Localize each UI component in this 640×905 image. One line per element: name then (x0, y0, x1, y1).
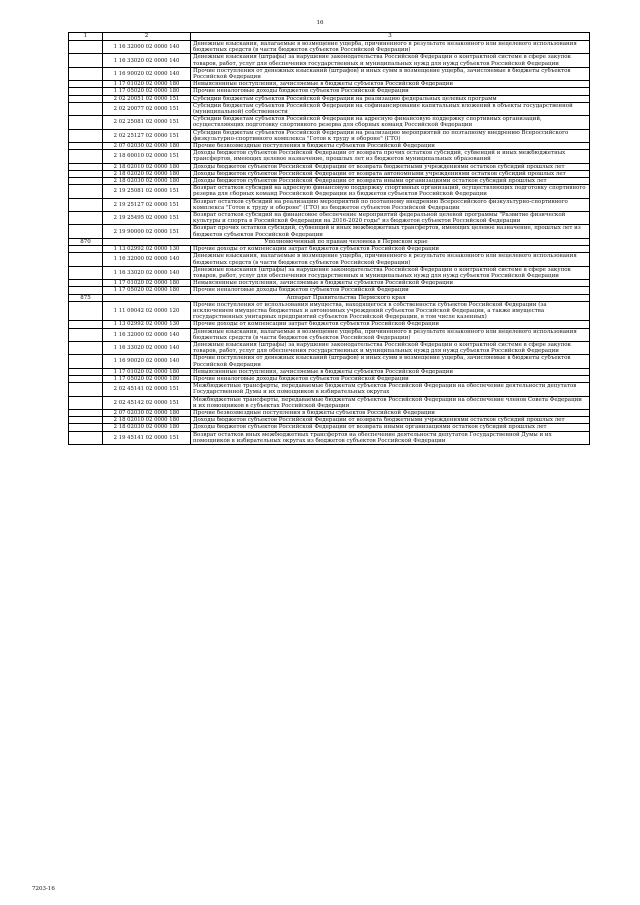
row-budget-code: 1 16 32000 02 0000 140 (103, 253, 191, 266)
row-admin-cell (69, 287, 103, 294)
row-admin-cell (69, 81, 103, 88)
table-row (69, 102, 590, 115)
row-budget-code: 1 17 05020 02 0000 180 (103, 287, 191, 294)
row-budget-code: 1 16 32000 02 0000 140 (103, 328, 191, 341)
row-description: Доходы бюджетов субъектов Российской Федерации от возврата бюджетными учреждениями остатков субсидий прошлых лет (191, 417, 590, 424)
table-row (69, 198, 590, 211)
row-description: Доходы бюджетов субъектов Российской Федерации от возврата иными организациями остатков субсидий прошлых лет (191, 178, 590, 185)
section-admin-code: 875 (69, 294, 103, 301)
row-admin-cell (69, 54, 103, 67)
row-budget-code: 2 19 25127 02 0000 151 (103, 198, 191, 211)
row-description: Межбюджетные трансферты, передаваемые бюджетам субъектов Российской Федерации на обеспечение членов Совета Федерации и их помощников в субъектах Российской Федерации (191, 396, 590, 409)
row-admin-cell (69, 41, 103, 54)
header-col-2: 2 (103, 33, 191, 41)
row-budget-code: 1 16 90020 02 0000 140 (103, 67, 191, 80)
row-budget-code: 2 18 60010 02 0000 151 (103, 150, 191, 163)
row-admin-cell (69, 67, 103, 80)
table-row (69, 287, 590, 294)
row-admin-cell (69, 424, 103, 431)
header-col-1: 1 (69, 33, 103, 41)
row-budget-code: 2 07 02030 02 0000 180 (103, 143, 191, 150)
row-description: Невыясненные поступления, зачисляемые в бюджеты субъектов Российской Федерации (191, 280, 590, 287)
table-row (69, 409, 590, 416)
row-description: Невыясненные поступления, зачисляемые в бюджеты субъектов Российской Федерации (191, 368, 590, 375)
table-row (69, 143, 590, 150)
row-admin-cell (69, 266, 103, 279)
table-row (69, 178, 590, 185)
row-budget-code: 2 02 25127 02 0000 151 (103, 129, 191, 142)
row-budget-code: 2 19 25081 02 0000 151 (103, 185, 191, 198)
table-row (69, 212, 590, 225)
row-description: Доходы бюджетов субъектов Российской Федерации от возврата автономными учреждениями остатков субсидий прошлых лет (191, 170, 590, 177)
row-admin-cell (69, 116, 103, 129)
row-description: Прочие неналоговые доходы бюджетов субъектов Российской Федерации (191, 287, 590, 294)
row-admin-cell (69, 417, 103, 424)
document-footer-code: 7203-16 (32, 886, 55, 892)
table-row (69, 424, 590, 431)
row-admin-cell (69, 355, 103, 368)
row-budget-code: 1 16 33020 02 0000 140 (103, 341, 191, 354)
row-admin-cell (69, 375, 103, 382)
row-admin-cell (69, 368, 103, 375)
table-row (69, 225, 590, 238)
row-description: Денежные взыскания, налагаемые в возмещение ущерба, причиненного в результате незаконного или нецелевого использования бюджетных средств (в части бюджетов субъектов Российской Федерации) (191, 328, 590, 341)
row-budget-code: 1 13 02992 02 0000 130 (103, 246, 191, 253)
row-description: Возврат остатков субсидий на финансовое обеспечение мероприятий федеральной целевой программы "Развитие физической культуры и спорта в Российской Федерации на 2016-2020 годы" из бюджетов субъектов Российской Федерации (191, 212, 590, 225)
row-budget-code: 2 02 25081 02 0000 151 (103, 116, 191, 129)
table-row (69, 375, 590, 382)
table-row (69, 355, 590, 368)
row-description: Доходы бюджетов субъектов Российской Федерации от возврата бюджетными учреждениями остатков субсидий прошлых лет (191, 163, 590, 170)
row-admin-cell (69, 225, 103, 238)
row-budget-code: 1 16 90020 02 0000 140 (103, 355, 191, 368)
row-admin-cell (69, 95, 103, 102)
row-budget-code: 2 19 90000 02 0000 151 (103, 225, 191, 238)
row-budget-code: 1 13 02992 02 0000 130 (103, 321, 191, 328)
row-admin-cell (69, 246, 103, 253)
row-admin-cell (69, 198, 103, 211)
row-admin-cell (69, 431, 103, 444)
row-admin-cell (69, 409, 103, 416)
table-row (69, 185, 590, 198)
table-row (69, 328, 590, 341)
table-header-row (69, 33, 590, 41)
row-description: Возврат остатков субсидий на реализацию мероприятий по поэтапному внедрению Всероссийского физкультурно-спортивного комплекса "Готов к труду и обороне" (ГТО) из бюджетов субъектов Российской Федерации (191, 198, 590, 211)
row-description: Прочие доходы от компенсации затрат бюджетов субъектов Российской Федерации (191, 246, 590, 253)
row-description: Прочие неналоговые доходы бюджетов субъектов Российской Федерации (191, 88, 590, 95)
row-budget-code: 1 17 05020 02 0000 180 (103, 375, 191, 382)
row-budget-code: 2 02 20077 02 0000 151 (103, 102, 191, 115)
row-budget-code: 2 02 45141 02 0000 151 (103, 383, 191, 396)
row-admin-cell (69, 88, 103, 95)
section-title: Уполномоченный по правам человека в Пермском крае (103, 238, 590, 245)
row-description: Доходы бюджетов субъектов Российской Федерации от возврата прочих остатков субсидий, субвенций и иных межбюджетных трансфертов, имеющих целевое назначение, прошлых лет из бюджетов муниципальных образований (191, 150, 590, 163)
table-row (69, 301, 590, 321)
row-description: Прочие безвозмездные поступления в бюджеты субъектов Российской Федерации (191, 143, 590, 150)
row-admin-cell (69, 102, 103, 115)
row-budget-code: 1 11 09042 02 0000 120 (103, 301, 191, 321)
row-admin-cell (69, 301, 103, 321)
section-admin-code: 870 (69, 238, 103, 245)
table-row (69, 67, 590, 80)
row-admin-cell (69, 150, 103, 163)
table-row (69, 253, 590, 266)
page-number: 16 (316, 20, 324, 26)
section-row (69, 294, 590, 301)
row-admin-cell (69, 178, 103, 185)
row-description: Субсидии бюджетам субъектов Российской Федерации на реализацию мероприятий по поэтапному внедрению Всероссийского физкультурно-спортивного комплекса "Готов к труду и обороне" (ГТО) (191, 129, 590, 142)
row-description: Возврат остатков иных межбюджетных трансфертов на обеспечение деятельности депутатов Государственной Думы и их помощников в избирательных округах из бюджетов субъектов Российской Федерации (191, 431, 590, 444)
table-row (69, 129, 590, 142)
row-admin-cell (69, 143, 103, 150)
row-description: Невыясненные поступления, зачисляемые в бюджеты субъектов Российской Федерации (191, 81, 590, 88)
table-row (69, 41, 590, 54)
row-budget-code: 2 18 02030 02 0000 180 (103, 424, 191, 431)
row-description: Прочие доходы от компенсации затрат бюджетов субъектов Российской Федерации (191, 321, 590, 328)
table-row (69, 150, 590, 163)
header-col-3: 3 (191, 33, 590, 41)
table-row (69, 81, 590, 88)
row-budget-code: 2 18 02020 02 0000 180 (103, 170, 191, 177)
row-budget-code: 1 17 01020 02 0000 180 (103, 280, 191, 287)
table-row (69, 95, 590, 102)
row-description: Субсидии бюджетам субъектов Российской Федерации на реализацию федеральных целевых программ (191, 95, 590, 102)
row-admin-cell (69, 253, 103, 266)
row-description: Доходы бюджетов субъектов Российской Федерации от возврата иными организациями остатков субсидий прошлых лет (191, 424, 590, 431)
row-budget-code: 2 18 02010 02 0000 180 (103, 163, 191, 170)
row-description: Денежные взыскания (штрафы) за нарушение законодательства Российской Федерации о контрактной системе в сфере закупок товаров, работ, услуг для обеспечения государственных и муниципальных нужд для нужд субъектов Российской Федерации (191, 341, 590, 354)
table-row (69, 88, 590, 95)
row-description: Денежные взыскания (штрафы) за нарушение законодательства Российской Федерации о контрактной системе в сфере закупок товаров, работ, услуг для обеспечения государственных и муниципальных нужд для нужд субъектов Российской Федерации (191, 54, 590, 67)
row-budget-code: 2 19 45141 02 0000 151 (103, 431, 191, 444)
row-description: Прочие поступления от денежных взысканий (штрафов) и иных сумм в возмещение ущерба, зачисляемые в бюджеты субъектов Российской Федерации (191, 67, 590, 80)
section-title: Аппарат Правительства Пермского края (103, 294, 590, 301)
row-budget-code: 1 17 01020 02 0000 180 (103, 81, 191, 88)
row-description: Возврат остатков субсидий на адресную финансовую поддержку спортивных организаций, осуществляющих подготовку спортивного резерва для сборных команд Российской Федерации из бюджетов субъектов Российской Федерации (191, 185, 590, 198)
table-row (69, 321, 590, 328)
row-admin-cell (69, 185, 103, 198)
row-budget-code: 1 16 33020 02 0000 140 (103, 54, 191, 67)
table-row (69, 116, 590, 129)
row-budget-code: 2 18 02030 02 0000 180 (103, 178, 191, 185)
row-description: Прочие поступления от денежных взысканий (штрафов) и иных сумм в возмещение ущерба, зачисляемые в бюджеты субъектов Российской Федерации (191, 355, 590, 368)
row-admin-cell (69, 321, 103, 328)
row-budget-code: 1 17 05020 02 0000 180 (103, 88, 191, 95)
row-description: Субсидии бюджетам субъектов Российской Федерации на адресную финансовую поддержку спортивных организаций, осуществляющих подготовку спортивного резерва для сборных команд Российской Федерации (191, 116, 590, 129)
table-row (69, 368, 590, 375)
row-admin-cell (69, 383, 103, 396)
table-row (69, 431, 590, 444)
row-admin-cell (69, 280, 103, 287)
table-row (69, 246, 590, 253)
table-body (69, 41, 590, 445)
table-row (69, 280, 590, 287)
table-row (69, 383, 590, 396)
row-admin-cell (69, 163, 103, 170)
revenue-codes-table (68, 32, 590, 445)
table-row (69, 266, 590, 279)
row-budget-code: 1 16 32000 02 0000 140 (103, 41, 191, 54)
row-description: Возврат прочих остатков субсидий, субвенций и иных межбюджетных трансфертов, имеющих целевое назначение, прошлых лет из бюджетов субъектов Российской Федерации (191, 225, 590, 238)
row-admin-cell (69, 341, 103, 354)
row-budget-code: 2 19 25495 02 0000 151 (103, 212, 191, 225)
table-row (69, 170, 590, 177)
row-description: Субсидии бюджетам субъектов Российской Федерации на софинансирование капитальных вложений в объекты государственной (муниципальной) собственности (191, 102, 590, 115)
row-description: Прочие неналоговые доходы бюджетов субъектов Российской Федерации (191, 375, 590, 382)
table-row (69, 396, 590, 409)
table-row (69, 417, 590, 424)
row-budget-code: 2 02 20051 02 0000 151 (103, 95, 191, 102)
row-description: Прочие поступления от использования имущества, находящегося в собственности субъектов Российской Федерации (за исключением имущества бюджетных и автономных учреждений субъектов Российской Федерации, а также имущества государственных унитарных предприятий субъектов Российской Федерации, в том числе казенных) (191, 301, 590, 321)
table-row (69, 163, 590, 170)
row-description: Денежные взыскания, налагаемые в возмещение ущерба, причиненного в результате незаконного или нецелевого использования бюджетных средств (в части бюджетов субъектов Российской Федерации) (191, 253, 590, 266)
row-admin-cell (69, 396, 103, 409)
row-admin-cell (69, 170, 103, 177)
row-budget-code: 2 02 45142 02 0000 151 (103, 396, 191, 409)
row-description: Межбюджетные трансферты, передаваемые бюджетам субъектов Российской Федерации на обеспечение деятельности депутатов Государственной Думы и их помощников в избирательных округах (191, 383, 590, 396)
row-admin-cell (69, 328, 103, 341)
section-row (69, 238, 590, 245)
row-description: Денежные взыскания, налагаемые в возмещение ущерба, причиненного в результате незаконного или нецелевого использования бюджетных средств (в части бюджетов субъектов Российской Федерации) (191, 41, 590, 54)
table-row (69, 54, 590, 67)
row-budget-code: 1 17 01020 02 0000 180 (103, 368, 191, 375)
row-description: Денежные взыскания (штрафы) за нарушение законодательства Российской Федерации о контрактной системе в сфере закупок товаров, работ, услуг для обеспечения государственных и муниципальных нужд для нужд субъектов Российской Федерации (191, 266, 590, 279)
row-budget-code: 1 16 33020 02 0000 140 (103, 266, 191, 279)
row-budget-code: 2 07 02030 02 0000 180 (103, 409, 191, 416)
row-admin-cell (69, 129, 103, 142)
row-admin-cell (69, 212, 103, 225)
table-row (69, 341, 590, 354)
row-description: Прочие безвозмездные поступления в бюджеты субъектов Российской Федерации (191, 409, 590, 416)
row-budget-code: 2 18 02010 02 0000 180 (103, 417, 191, 424)
